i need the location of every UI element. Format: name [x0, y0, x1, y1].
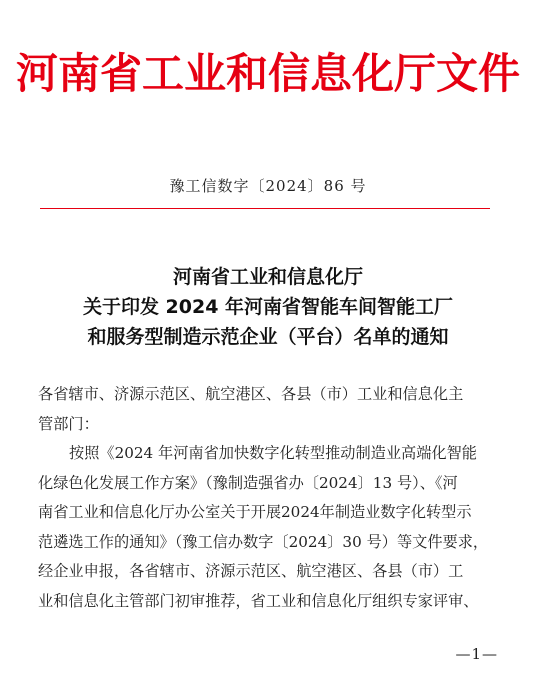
- notice-title-line: 关于印发 2024 年河南省智能车间智能工厂: [82, 296, 454, 318]
- paragraph-line: 业和信息化主管部门初审推荐，省工业和信息化厅组织专家评审、: [38, 591, 479, 610]
- red-divider-line: [40, 208, 490, 209]
- page-number: —1—: [455, 645, 498, 663]
- paragraph-line: 按照《2024 年河南省加快数字化转型推动制造业高端化智能: [69, 444, 477, 462]
- paragraph-line: 化绿色化发展工作方案》（豫制造强省办〔2024〕13 号）、《河: [38, 473, 458, 492]
- body-paragraph: [38, 439, 498, 616]
- addressee-line: 各省辖市、济源示范区、航空港区、各县（市）工业和信息化主: [38, 385, 464, 403]
- addressee-line: 管部门：: [38, 414, 99, 433]
- paragraph-line: 经企业申报，各省辖市、济源示范区、航空港区、各县（市）工: [38, 562, 464, 580]
- paragraph-line: 南省工业和信息化厅办公室关于开展2024年制造业数字化转型示: [38, 503, 472, 521]
- notice-title: [0, 262, 536, 352]
- red-header-title: 河南省工业和信息化厅文件: [15, 49, 520, 98]
- document-number: 豫工信数字〔2024〕86 号: [169, 177, 367, 195]
- body-text: [38, 380, 498, 616]
- notice-title-line: 河南省工业和信息化厅: [172, 266, 363, 288]
- paragraph-line: 范遴选工作的通知》（豫工信办数字〔2024〕30 号）等文件要求，: [38, 532, 489, 551]
- notice-title-line: 和服务型制造示范企业（平台）名单的通知: [87, 326, 449, 348]
- addressee: [38, 380, 498, 439]
